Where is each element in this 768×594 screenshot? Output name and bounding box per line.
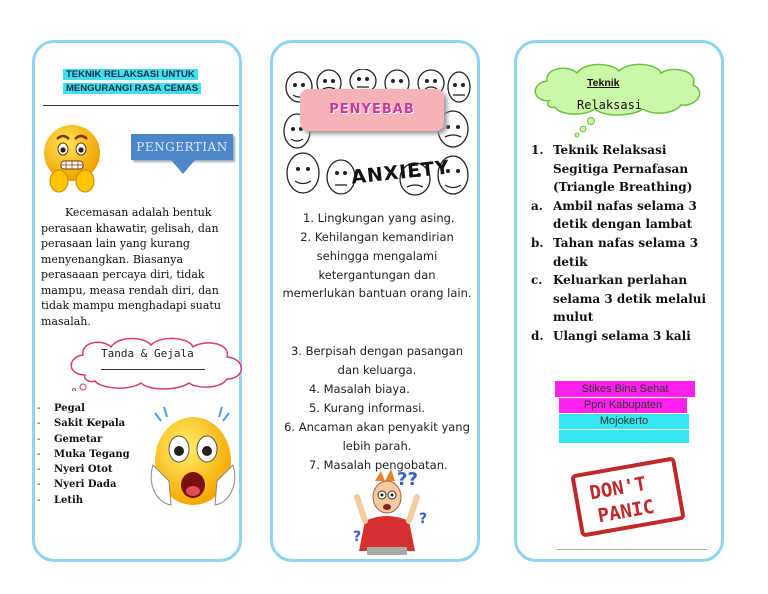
confused-man-icon [345, 463, 439, 557]
title-underline [43, 105, 239, 106]
list-item: - Muka Tegang [37, 447, 130, 462]
list-item: 5. Kurang informasi. [309, 401, 426, 415]
definition-text: Kecemasan adalah bentuk perasaan khawatir, gelisah, dan perasaan lain yang kurang menyenangkan. Biasanya perasaaan percaya diri, tidak mampu, measa rendah diri, dan tidak mampu menghadapi suatu masalah. [41, 206, 221, 328]
institution-line-2: Ppni Kabupaten [559, 398, 687, 413]
list-item: - Gemetar [37, 432, 130, 447]
pengertian-banner: PENGERTIAN [131, 134, 233, 160]
teknik-title-line2: Relaksasi [577, 98, 643, 112]
list-item: 6. Ancaman akan penyakit yang lebih parah. [284, 420, 470, 453]
svg-text:?: ? [353, 529, 362, 545]
list-item: d. Ulangi selama 3 kali [531, 328, 691, 343]
list-item: a. Ambil nafas selama 3 detik dengan lambat [531, 198, 697, 232]
title-line-1: TEKNIK RELAKSASI UNTUK [63, 69, 198, 80]
bottom-divider [557, 549, 707, 550]
tanda-cloud-shape [65, 335, 251, 391]
list-item: c. Keluarkan perlahan selama 3 detik melalui mulut [531, 273, 707, 325]
list-item: 1. Lingkungan yang asing. [303, 211, 455, 225]
tanda-gejala-title: Tanda & Gejala [101, 347, 194, 360]
list-item: 2. Kehilangan kemandirian sehingga mengalami ketergantungan dan memerlukan bantuan orang lain. [282, 230, 472, 301]
panel-pengertian [32, 40, 242, 562]
screaming-emoji-icon [143, 403, 243, 515]
panel-teknik [514, 40, 724, 562]
institution-line-3: Mojokerto [559, 414, 689, 429]
list-item: - Nyeri Otot [37, 462, 130, 477]
teknik-title-line1: Teknik [587, 77, 620, 89]
dont-panic-stamp-icon [569, 457, 687, 537]
list-item: - Nyeri Dada [37, 477, 130, 492]
institution-line-1: Stikes Bina Sehat [555, 381, 695, 397]
list-item: 7. Masalah pengobatan. [309, 458, 448, 472]
cloud-tail-shape [571, 117, 601, 139]
list-item: 3. Berpisah dengan pasangan dan keluarga. [290, 344, 464, 377]
list-item: 4. Masalah biaya. [309, 382, 410, 396]
svg-text:??: ?? [397, 469, 418, 490]
anxiety-word: ANXIETY [350, 156, 451, 189]
institution-cyan-strip [559, 430, 689, 443]
gejala-list [37, 401, 130, 508]
list-item: - Letih [37, 493, 130, 508]
relaxation-steps [531, 141, 723, 346]
penyebab-banner: PENYEBAB [300, 89, 444, 131]
list-item: b. Tahan nafas selama 3 detik [531, 235, 699, 269]
list-item: - Sakit Kepala [37, 416, 130, 431]
tanda-underline [101, 369, 205, 370]
stamp-line-2: PANIC [596, 495, 657, 528]
down-arrow-icon [171, 160, 195, 174]
panel-penyebab [270, 40, 480, 562]
list-item: - Pegal [37, 401, 130, 416]
worried-emoji-icon [41, 117, 103, 195]
list-item: 1. Teknik Relaksasi Segitiga Pernafasan (Triangle Breathing) [531, 143, 693, 195]
stamp-line-1: DON'T [587, 472, 649, 505]
title-line-2: MENGURANGI RASA CEMAS [63, 83, 201, 94]
svg-text:?: ? [419, 511, 428, 527]
